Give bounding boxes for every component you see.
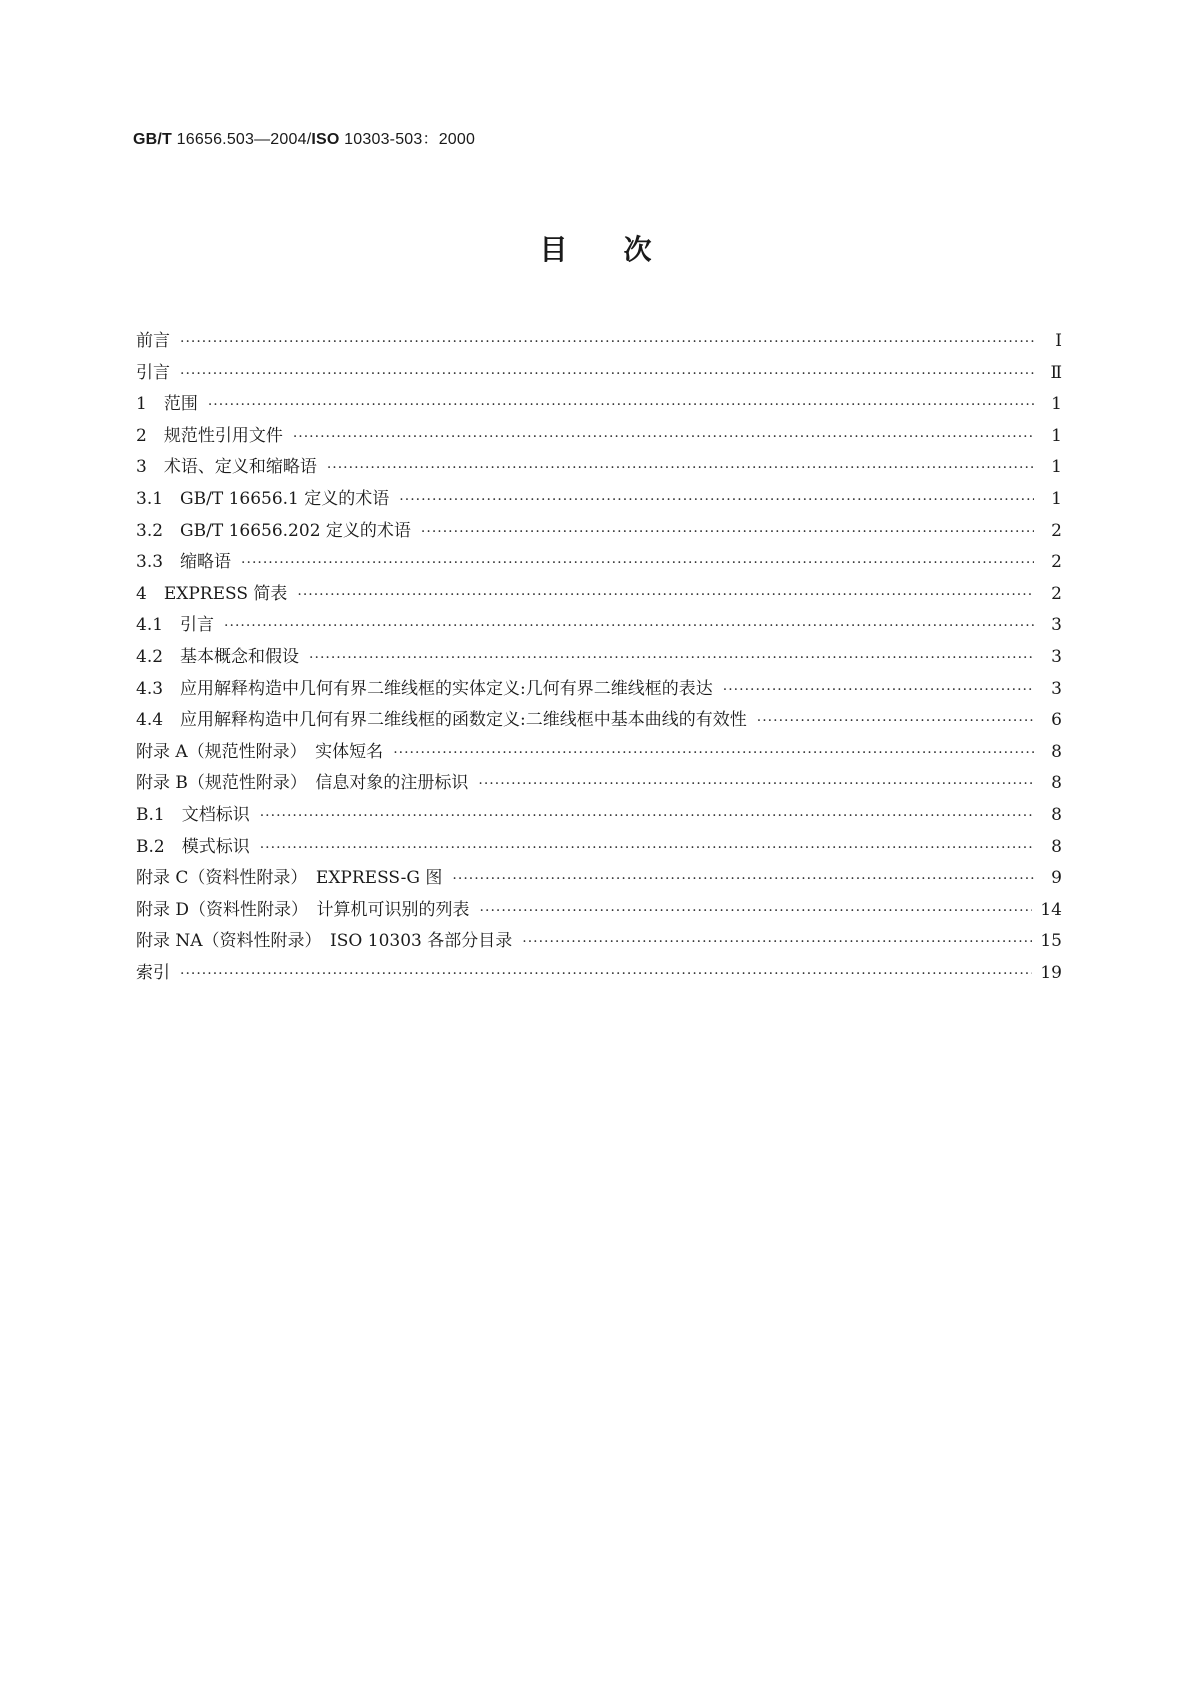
toc-entry-page: 6 — [1051, 710, 1062, 731]
dot-leader — [399, 492, 1034, 508]
dot-leader — [522, 934, 1032, 950]
dot-leader — [180, 966, 1032, 982]
toc-entry-page: 3 — [1051, 615, 1062, 636]
toc-entry-page: 2 — [1051, 552, 1062, 573]
toc-entry-page: 1 — [1051, 457, 1062, 478]
toc-entry-page: 1 — [1051, 394, 1062, 415]
toc-entry-label: 附录 C（资料性附录） EXPRESS-G 图 — [136, 868, 443, 889]
toc-entry-page: 8 — [1051, 804, 1062, 825]
toc-entry-page: 8 — [1051, 836, 1062, 857]
toc-entry-label: 引言 — [136, 362, 170, 383]
toc-entry-label: B.2 模式标识 — [136, 836, 250, 857]
toc-entry-label: 附录 NA（资料性附录） ISO 10303 各部分目录 — [136, 931, 513, 952]
toc-entry-label: 1 范围 — [136, 394, 198, 415]
dot-leader — [452, 871, 1034, 887]
dot-leader — [478, 776, 1034, 792]
toc-entry-label: B.1 文档标识 — [136, 804, 250, 825]
toc-entry-normative-references[interactable] — [136, 421, 1062, 453]
toc-entry-label: 4.3 应用解释构造中几何有界二维线框的实体定义:几何有界二维线框的表达 — [136, 678, 713, 699]
dot-leader — [309, 650, 1034, 666]
toc-entry-page: 1 — [1051, 488, 1062, 509]
iso-prefix: ISO — [311, 131, 340, 148]
toc-entry-b-1[interactable] — [136, 800, 1062, 832]
dot-leader — [297, 587, 1034, 603]
toc-entry-introduction[interactable] — [136, 358, 1062, 390]
toc-entry-annex-c[interactable] — [136, 863, 1062, 895]
toc-entry-annex-a[interactable] — [136, 737, 1062, 769]
toc-entry-annex-d[interactable] — [136, 895, 1062, 927]
toc-entry-page: 2 — [1051, 520, 1062, 541]
dot-leader — [260, 840, 1034, 856]
toc-entry-label: 附录 A（规范性附录） 实体短名 — [136, 741, 384, 762]
toc-entry-foreword[interactable] — [136, 326, 1062, 358]
dot-leader — [208, 397, 1034, 413]
toc-entry-4-3[interactable] — [136, 674, 1062, 706]
toc-entry-page: Ⅱ — [1050, 362, 1062, 383]
toc-entry-page: 15 — [1040, 931, 1062, 952]
toc-entry-label: 4.1 引言 — [136, 615, 215, 636]
toc-entry-label: 3 术语、定义和缩略语 — [136, 457, 317, 478]
toc-entry-b-2[interactable] — [136, 832, 1062, 864]
toc-entry-4-1[interactable] — [136, 610, 1062, 642]
toc-entry-page: I — [1055, 331, 1062, 351]
toc-entry-page: 3 — [1051, 678, 1062, 699]
toc-entry-label: 前言 — [136, 331, 170, 351]
table-of-contents — [136, 326, 1062, 989]
toc-entry-label: 3.3 缩略语 — [136, 552, 232, 573]
toc-entry-3-2[interactable] — [136, 516, 1062, 548]
toc-entry-label: 3.1 GB/T 16656.1 定义的术语 — [136, 488, 390, 509]
toc-entry-label: 3.2 GB/T 16656.202 定义的术语 — [136, 520, 411, 541]
dot-leader — [421, 524, 1034, 540]
toc-entry-page: 8 — [1051, 773, 1062, 794]
toc-entry-annex-b[interactable] — [136, 768, 1062, 800]
dot-leader — [224, 618, 1034, 634]
toc-entry-label: 附录 B（规范性附录） 信息对象的注册标识 — [136, 773, 469, 794]
dot-leader — [260, 808, 1034, 824]
document-header — [133, 126, 475, 149]
dot-leader — [480, 903, 1033, 919]
toc-entry-terms-definitions[interactable] — [136, 452, 1062, 484]
dot-leader — [757, 713, 1034, 729]
standard-number: 16656.503—2004/ — [172, 131, 312, 148]
toc-entry-page: 19 — [1040, 962, 1062, 983]
iso-number: 10303-503：2000 — [339, 131, 476, 148]
toc-entry-3-1[interactable] — [136, 484, 1062, 516]
dot-leader — [723, 682, 1034, 698]
dot-leader — [180, 366, 1034, 382]
toc-entry-page: 2 — [1051, 583, 1062, 604]
toc-entry-label: 4 EXPRESS 简表 — [136, 583, 288, 604]
toc-entry-express-schema[interactable] — [136, 579, 1062, 611]
toc-entry-label: 附录 D（资料性附录） 计算机可识别的列表 — [136, 899, 470, 920]
standard-prefix: GB/T — [133, 131, 173, 148]
toc-entry-page: 1 — [1051, 425, 1062, 446]
toc-entry-page: 9 — [1051, 868, 1062, 889]
toc-entry-4-2[interactable] — [136, 642, 1062, 674]
toc-entry-index[interactable] — [136, 958, 1062, 990]
dot-leader — [327, 460, 1034, 476]
toc-entry-scope[interactable] — [136, 389, 1062, 421]
toc-entry-label: 2 规范性引用文件 — [136, 425, 283, 446]
toc-entry-3-3[interactable] — [136, 547, 1062, 579]
dot-leader — [180, 334, 1034, 350]
toc-entry-page: 8 — [1051, 741, 1062, 762]
dot-leader — [293, 429, 1034, 445]
toc-entry-annex-na[interactable] — [136, 926, 1062, 958]
toc-entry-label: 4.4 应用解释构造中几何有界二维线框的函数定义:二维线框中基本曲线的有效性 — [136, 710, 747, 731]
toc-entry-4-4[interactable] — [136, 705, 1062, 737]
toc-entry-page: 14 — [1040, 899, 1062, 920]
toc-entry-label: 索引 — [136, 962, 170, 983]
dot-leader — [393, 745, 1034, 761]
toc-entry-label: 4.2 基本概念和假设 — [136, 646, 300, 667]
toc-entry-page: 3 — [1051, 646, 1062, 667]
toc-title: 目次 — [539, 233, 708, 266]
dot-leader — [241, 555, 1034, 571]
